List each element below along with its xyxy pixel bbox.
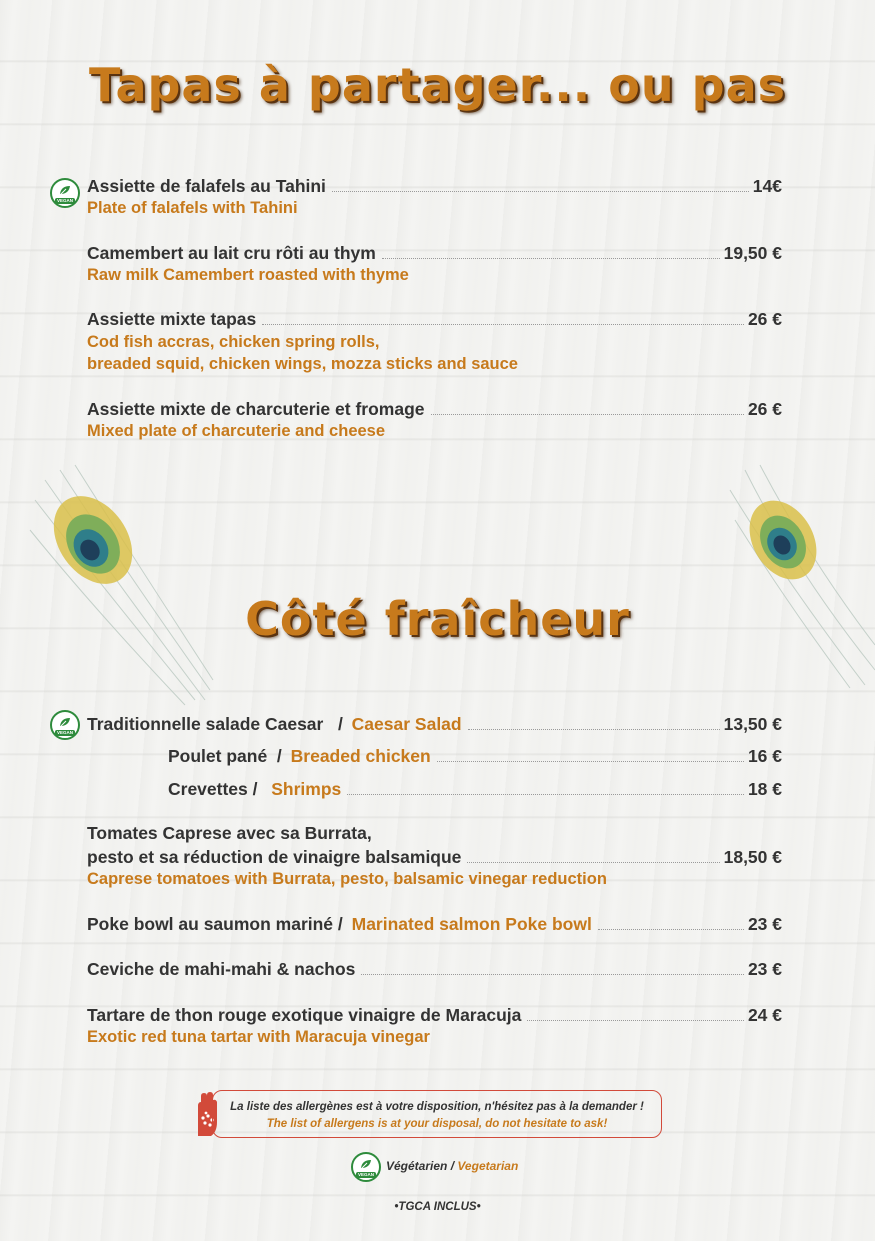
item-price: 26 € xyxy=(747,399,782,419)
section-title-tapas: Tapas à partager... ou pas xyxy=(89,58,786,112)
item-price: 13,50 € xyxy=(723,714,782,734)
section-title-fraicheur: Côté fraîcheur xyxy=(245,592,630,646)
item-name: Ceviche de mahi-mahi & nachos xyxy=(87,959,356,979)
vegan-badge-label: VEGAN xyxy=(56,198,73,203)
menu-item xyxy=(168,778,782,800)
tgca-note: •TGCA INCLUS• xyxy=(394,1201,481,1213)
menu-item xyxy=(87,308,782,330)
item-translation: Caesar Salad xyxy=(351,714,462,734)
item-translation: Marinated salmon Poke bowl xyxy=(351,914,592,934)
menu-item xyxy=(168,745,782,767)
menu-item xyxy=(87,958,782,980)
item-name: Camembert au lait cru rôti au thym xyxy=(87,243,376,263)
menu-item xyxy=(87,398,782,420)
vegan-icon xyxy=(50,178,80,208)
item-name: Poulet pané / xyxy=(168,746,287,766)
legend-en: Vegetarian xyxy=(457,1159,519,1173)
item-price: 23 € xyxy=(747,959,782,979)
item-translation: Shrimps xyxy=(271,779,342,799)
item-name: Traditionnelle salade Caesar / xyxy=(87,714,348,734)
item-price: 18 € xyxy=(747,779,782,799)
item-name-line1: Tomates Caprese avec sa Burrata, xyxy=(87,823,372,843)
item-name: Assiette mixte de charcuterie et fromage xyxy=(87,399,425,419)
item-price: 14€ xyxy=(752,176,782,196)
menu-item xyxy=(87,913,782,935)
item-translation: Caprese tomatoes with Burrata, pesto, balsamic vinegar reduction xyxy=(87,870,607,888)
legend-fr: Végétarien xyxy=(386,1159,448,1173)
menu-item xyxy=(87,242,782,264)
menu-item xyxy=(87,713,782,735)
item-translation: breaded squid, chicken wings, mozza sticks and sauce xyxy=(87,355,518,373)
item-price: 18,50 € xyxy=(723,847,782,867)
item-price: 24 € xyxy=(747,1005,782,1025)
item-name: Poke bowl au saumon mariné / xyxy=(87,914,348,934)
item-name: Assiette mixte tapas xyxy=(87,309,257,329)
allergen-text-en: The list of allergens is at your disposal, do not hesitate to ask! xyxy=(266,1118,608,1130)
vegan-badge-label: VEGAN xyxy=(56,730,73,735)
item-name: Crevettes / xyxy=(168,779,268,799)
peacock-feather-left-icon xyxy=(25,460,215,710)
item-name: Tartare de thon rouge exotique vinaigre de Maracuja xyxy=(87,1005,522,1025)
item-name: pesto et sa réduction de vinaigre balsamique xyxy=(87,847,462,867)
legend-separator: / xyxy=(447,1159,458,1173)
item-name: Assiette de falafels au Tahini xyxy=(87,176,326,196)
vegan-icon xyxy=(50,710,80,740)
allergen-text-fr: La liste des allergènes est à votre disposition, n'hésitez pas à la demander ! xyxy=(230,1101,644,1113)
item-price: 19,50 € xyxy=(723,243,782,263)
item-translation: Exotic red tuna tartar with Maracuja vinegar xyxy=(87,1028,430,1046)
item-translation: Cod fish accras, chicken spring rolls, xyxy=(87,333,380,351)
allergen-notice xyxy=(212,1090,662,1138)
vegan-legend-icon xyxy=(351,1152,381,1182)
vegetarian-legend xyxy=(386,1159,518,1173)
item-price: 23 € xyxy=(747,914,782,934)
menu-item xyxy=(87,1004,782,1026)
vegan-badge-label: VEGAN xyxy=(357,1172,374,1177)
item-translation: Plate of falafels with Tahini xyxy=(87,199,298,217)
menu-item xyxy=(87,175,782,197)
item-price: 16 € xyxy=(747,746,782,766)
peacock-feather-right-icon xyxy=(725,460,875,690)
menu-item xyxy=(87,846,782,868)
item-translation: Breaded chicken xyxy=(290,746,431,766)
item-translation: Mixed plate of charcuterie and cheese xyxy=(87,422,386,440)
item-translation: Raw milk Camembert roasted with thyme xyxy=(87,266,409,284)
item-price: 26 € xyxy=(747,309,782,329)
